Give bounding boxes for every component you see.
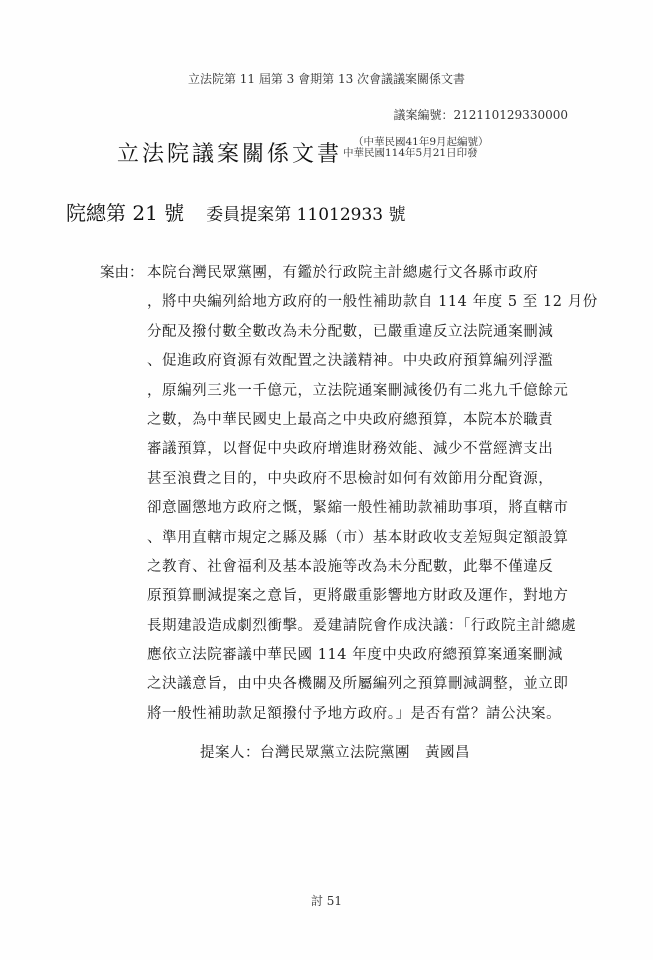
running-header: 立法院第 11 屆第 3 會期第 13 次會議議案關係文書 xyxy=(187,72,466,86)
case-line: 本院台灣民眾黨團，有鑑於行政院主計總處行文各縣市政府 xyxy=(147,265,539,281)
case-line: 將一般性補助款足額撥付予地方政府。」是否有當？請公決案。 xyxy=(147,705,562,722)
title-notes xyxy=(343,137,489,159)
proposer-line: 提案人：台灣民眾黨立法院黨團 黃國昌 xyxy=(200,745,470,761)
case-line: 卻意圖懲地方政府之慨，緊縮一般性補助款補助事項，將直轄市 xyxy=(147,500,569,517)
page-number: 討 51 xyxy=(310,894,343,908)
case-line: 之決議意旨，由中央各機關及所屬編列之預算刪減調整，並立即 xyxy=(147,676,569,693)
committee-proposal-number: 委員提案第 11012933 號 xyxy=(206,205,406,225)
session-line xyxy=(66,197,406,226)
document-title: 立法院議案關係文書 xyxy=(117,142,343,167)
case-label: 案由： xyxy=(100,265,144,281)
case-body xyxy=(147,259,617,729)
case-line: 分配及撥付數全數改為未分配數，已嚴重違反立法院通案刪減 xyxy=(147,323,554,340)
case-line: 、促進政府資源有效配置之決議精神。中央政府預算編列浮濫 xyxy=(147,353,554,370)
bill-number: 議案編號：212110129330000 xyxy=(393,108,568,122)
print-date-note: 中華民國114年5月21日印發 xyxy=(343,147,478,159)
case-line: 之數，為中華民國史上最高之中央政府總預算，本院本於職責 xyxy=(147,411,554,428)
case-line: 應依立法院審議中華民國 114 年度中央政府總預算案通案刪減 xyxy=(147,647,563,664)
case-line: 長期建設造成劇烈衝擊。爰建請院會作成決議：「行政院主計總處 xyxy=(147,617,577,634)
case-line: ，原編列三兆一千億元，立法院通案刪減後仍有二兆九千億餘元 xyxy=(147,382,569,399)
general-number: 院總第 21 號 xyxy=(66,201,185,225)
case-line: 甚至浪費之目的，中央政府不思檢討如何有效節用分配資源， xyxy=(147,470,554,487)
numbering-since-note: （中華民國41年9月起編號） xyxy=(353,136,489,148)
case-line: ，將中央編列給地方政府的一般性補助款自 114 年度 5 至 12 月份 xyxy=(147,294,598,311)
case-line: 之教育、社會福利及基本設施等改為未分配數，此舉不僅違反 xyxy=(147,558,554,575)
case-line: 審議預算，以督促中央政府增進財務效能、減少不當經濟支出 xyxy=(147,441,554,458)
case-line: 、準用直轄市規定之縣及縣（市）基本財政收支差短與定額設算 xyxy=(147,529,569,546)
case-line: 原預算刪減提案之意旨，更將嚴重影響地方財政及運作，對地方 xyxy=(147,588,569,605)
